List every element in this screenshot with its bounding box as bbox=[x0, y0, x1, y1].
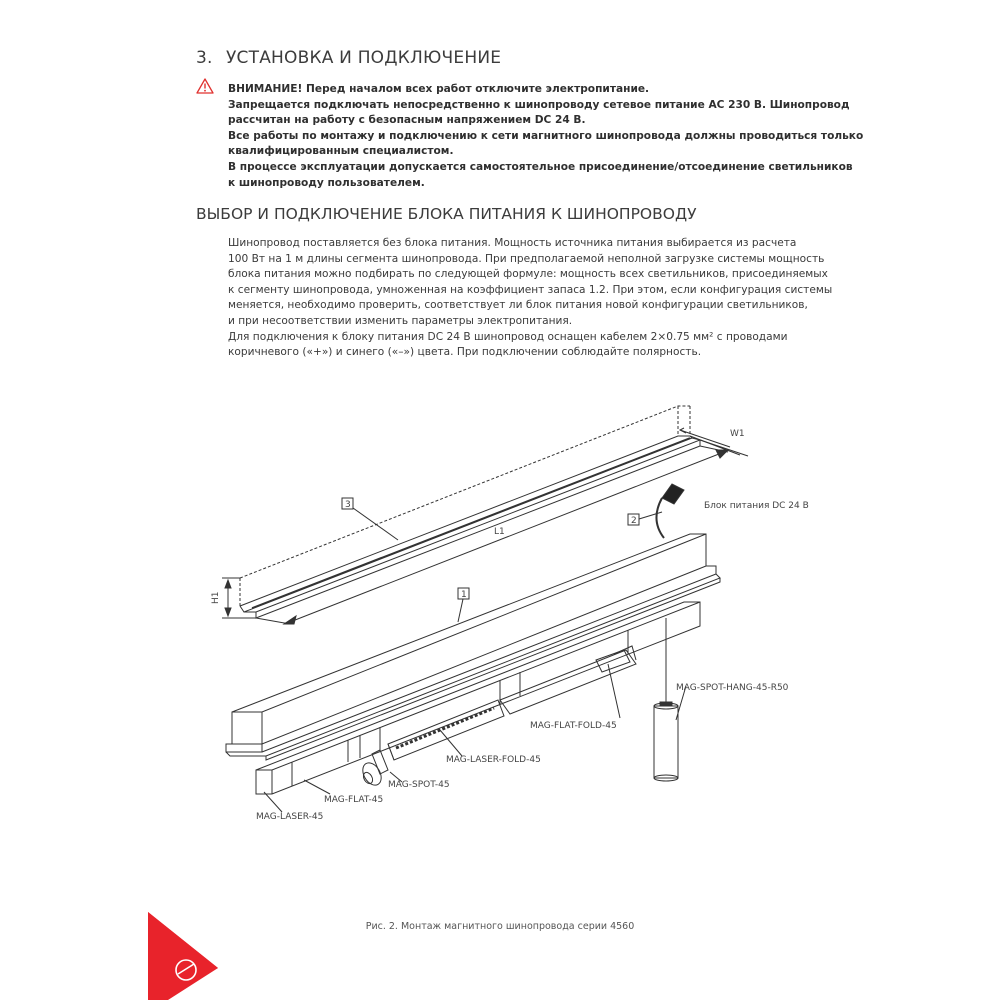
warning-line: В процессе эксплуатации допускается самостоятельное присоединение/отсоединение светильников bbox=[228, 160, 853, 173]
flat-label: MAG-FLAT-45 bbox=[324, 795, 384, 805]
section-title-text: УСТАНОВКА И ПОДКЛЮЧЕНИЕ bbox=[226, 48, 502, 68]
body-line: 100 Вт на 1 м длины сегмента шинопровода. При предполагаемой неполной загрузке системы мощность bbox=[228, 252, 825, 265]
callout-2-label: 2 bbox=[631, 516, 637, 526]
psu-label: Блок питания DC 24 В bbox=[704, 501, 809, 511]
body-line: Шинопровод поставляется без блока питания. Мощность источника питания выбирается из расчета bbox=[228, 237, 797, 249]
warning-line: Запрещается подключать непосредственно к шинопроводу сетевое питание AC 230 В. Шинопровод bbox=[228, 98, 850, 111]
warning-line: ВНИМАНИЕ! Перед началом всех работ отключите электропитание. bbox=[228, 83, 650, 95]
body-line: коричневого («+») и синего («–») цвета. При подключении соблюдайте полярность. bbox=[228, 346, 702, 359]
figure-caption: Рис. 2. Монтаж магнитного шинопровода серии 4560 bbox=[365, 921, 635, 932]
hang-label: MAG-SPOT-HANG-45-R50 bbox=[676, 683, 789, 693]
body-line: блока питания можно подбирать по следующей формуле: мощность всех светильников, присоединяемых bbox=[228, 268, 828, 281]
body-line: меняется, необходимо проверить, соответствует ли блок питания новой конфигурации светильников, bbox=[228, 299, 808, 312]
w1-label: W1 bbox=[730, 429, 745, 439]
callout-1-label: 1 bbox=[461, 590, 467, 600]
callout-3-label: 3 bbox=[345, 500, 351, 510]
body-line: и при несоответствии изменить параметры электропитания. bbox=[228, 314, 573, 327]
laser-label: MAG-LASER-45 bbox=[256, 812, 324, 822]
laser-fold-label: MAG-LASER-FOLD-45 bbox=[446, 755, 541, 765]
h1-label: H1 bbox=[211, 591, 221, 604]
warning-line: рассчитан на работу с безопасным напряжением DC 24 В. bbox=[228, 114, 586, 127]
body-line: к сегменту шинопровода, умноженная на коэффициент запаса 1.2. При этом, если конфигурация системы bbox=[228, 283, 833, 296]
subsection-title: ВЫБОР И ПОДКЛЮЧЕНИЕ БЛОКА ПИТАНИЯ К ШИНОПРОВОДУ bbox=[196, 205, 697, 223]
section-number: 3. bbox=[196, 48, 213, 68]
spot-label: MAG-SPOT-45 bbox=[388, 780, 450, 790]
body-line: Для подключения к блоку питания DC 24 В шинопровод оснащен кабелем 2×0.75 мм² с проводами bbox=[228, 330, 788, 343]
l1-label: L1 bbox=[494, 527, 505, 537]
warning-line: Все работы по монтажу и подключению к сети магнитного шинопровода должны проводиться только bbox=[228, 129, 864, 142]
warning-line: к шинопроводу пользователем. bbox=[228, 176, 425, 189]
warning-line: квалифицированным специалистом. bbox=[228, 145, 454, 158]
flat-fold-label: MAG-FLAT-FOLD-45 bbox=[530, 721, 617, 731]
